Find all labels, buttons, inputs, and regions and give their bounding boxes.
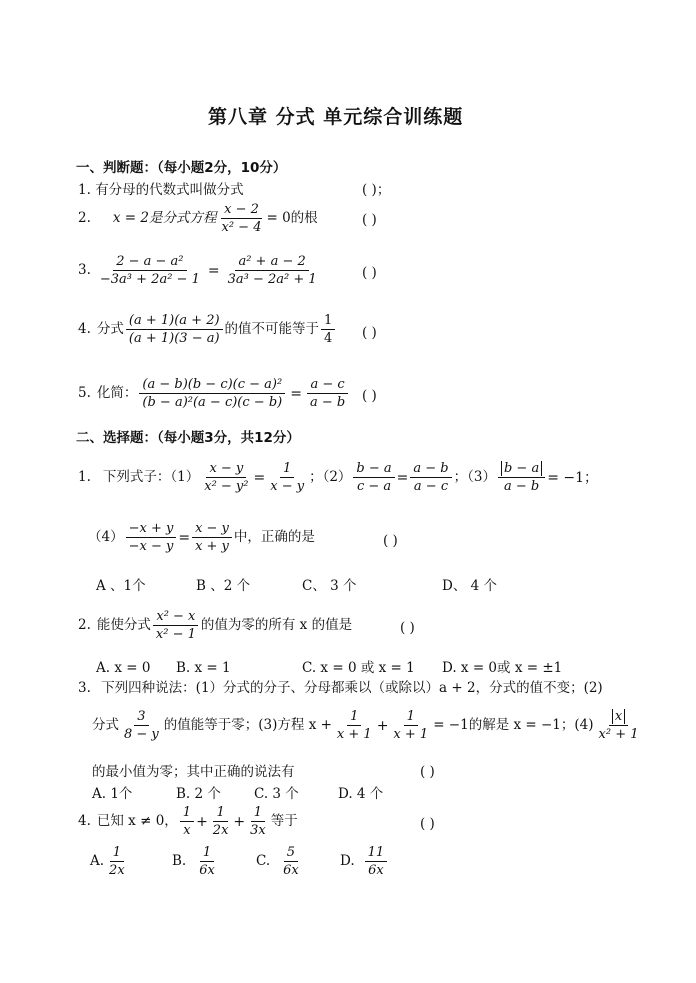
s2-q3-f3 [390, 710, 431, 741]
s1-q5-denominator: (b − a)²(a − c)(c − b) [142, 395, 283, 410]
s2-q4-option-a[interactable] [90, 846, 130, 877]
s2-q4-option-d-numerator: 11 [365, 846, 388, 862]
s1-q2-post: = 0的根 [266, 209, 318, 226]
s2-q3-f1-numerator: 3 [134, 710, 148, 726]
s2-q3-line1 [78, 682, 603, 696]
s2-q1-e3-left [498, 462, 545, 493]
s2-q4-t2 [210, 806, 232, 837]
s1-q4-mid: 的值不可能等于 [224, 320, 320, 337]
s2-q4-t1-denominator: x [183, 823, 191, 838]
s2-q1-line2-post: 中，正确的是 [233, 528, 315, 545]
s2-q1-pre: 下列式子：（1） [102, 468, 200, 485]
section1-heading: 一、判断题：（每小题2分，10分） [76, 160, 287, 176]
s2-q3-f4 [596, 710, 642, 741]
s2-q4-option-b-label: B. [172, 852, 187, 869]
s2-q1-e2-left-numerator: b − a [353, 462, 394, 478]
s2-q1-e2-left [353, 462, 394, 493]
s2-q2-numerator: x² − x [153, 610, 198, 626]
s2-q3-f4-numerator [609, 710, 628, 726]
s2-q3-num: 3. [78, 680, 91, 696]
s2-q4 [78, 806, 298, 837]
s1-q5-result-denominator: a − b [309, 395, 346, 410]
s1-q3-right-denominator: 3a³ − 2a² + 1 [227, 272, 317, 287]
s1-q3-left-numerator: 2 − a − a² [113, 255, 186, 271]
s2-q1-sep3: ；（3） [453, 468, 496, 485]
s2-q4-option-b-fraction [196, 846, 218, 877]
s2-q1-e4-left-numerator: −x + y [126, 522, 177, 538]
s2-q4-option-d-label: D. [340, 852, 355, 869]
s2-q4-t2-numerator: 1 [213, 806, 227, 822]
s2-q4-option-a-fraction [106, 846, 128, 877]
s2-q2-num: 2. [78, 616, 91, 633]
s2-q2-pre: 能使分式 [96, 616, 151, 633]
s2-q3-l2-mid: 的值能等于零；(3)方程 x + [163, 716, 332, 733]
s1-q4-numerator: (a + 1)(a + 2) [126, 314, 223, 330]
s2-q2-option-a[interactable]: A. x = 0 [96, 660, 151, 676]
s2-q1-e4-left-denominator: −x − y [128, 539, 174, 554]
s2-q1-option-b[interactable]: B 、2 个 [196, 578, 251, 594]
s1-q3-left-denominator: −3a³ + 2a² − 1 [99, 272, 200, 287]
s2-q3-line3: 的最小值为零；其中正确的说法有 [92, 764, 295, 780]
s2-q2-option-d[interactable]: D. x = 0或 x = ±1 [442, 660, 563, 676]
s1-q3-equals: = [207, 262, 220, 279]
s2-q1-e1-right [267, 462, 307, 493]
s1-q4-num: 4. [78, 320, 91, 337]
s2-q1-e4-equals: = [178, 529, 191, 546]
s1-q2-num: 2. [78, 209, 91, 226]
s2-q2-fraction [153, 610, 199, 641]
s1-q1-num: 1. [78, 182, 91, 198]
s1-q5-result-numerator: a − c [307, 378, 347, 394]
s2-q1-e4-right-numerator: x − y [192, 522, 232, 538]
s2-q4-option-c-label: C. [256, 852, 271, 869]
s1-q5-numerator: (a − b)(b − c)(c − a)² [139, 378, 285, 394]
s1-q4-value-denominator: 4 [324, 331, 333, 346]
s2-q4-t3-numerator: 1 [251, 806, 265, 822]
s1-q5-num: 5. [78, 384, 91, 401]
s2-q4-option-c[interactable] [256, 846, 304, 877]
s1-q3 [78, 255, 322, 286]
s2-q4-option-a-numerator: 1 [110, 846, 124, 862]
s2-q1-e3-numerator [498, 462, 545, 478]
s2-q4-num: 4. [78, 812, 91, 829]
s1-q4 [78, 314, 337, 345]
s2-q2-option-b[interactable]: B. x = 1 [176, 660, 231, 676]
s1-q2-fraction [219, 203, 265, 234]
s2-q3-option-c[interactable]: C. 3 个 [254, 786, 299, 802]
s2-q3-f4-abs: x [612, 709, 625, 724]
s2-q1-e3-denominator: a − b [503, 479, 540, 494]
s2-q2-post: 的值为零的所有 x 的值是 [200, 616, 353, 633]
s2-q1-e2-equals: = [396, 469, 409, 486]
s2-q2 [78, 610, 352, 641]
s2-q1-e1-left-denominator: x² − y² [204, 479, 249, 494]
s2-q3-f3-numerator: 1 [404, 710, 418, 726]
s2-q4-pre: 已知 x ≠ 0， [96, 812, 178, 829]
s2-q3-plus: + [376, 717, 389, 734]
s2-q2-option-c[interactable]: C. x = 0 或 x = 1 [302, 660, 415, 676]
s1-q2-answer-paren[interactable]: ( ) [362, 212, 377, 228]
s2-q3-answer-paren[interactable]: ( ) [420, 764, 435, 780]
s2-q4-plus2: + [233, 813, 246, 830]
s2-q1-e1-right-numerator: 1 [280, 462, 294, 478]
s2-q1-e2-left-denominator: c − a [356, 479, 392, 494]
s2-q4-option-a-label: A. [90, 852, 105, 869]
s2-q4-option-d[interactable] [340, 846, 389, 877]
s2-q4-option-d-denominator: 6x [368, 863, 384, 878]
s1-q4-pre: 分式 [96, 320, 124, 337]
s2-q3-f1-denominator: 8 − y [124, 727, 159, 742]
s1-q3-left-fraction [97, 255, 203, 286]
s2-q4-answer-paren[interactable]: ( ) [420, 816, 435, 832]
s2-q1-num: 1. [78, 468, 91, 485]
s2-q1-e2-right [410, 462, 451, 493]
s2-q4-option-a-denominator: 2x [109, 863, 125, 878]
s2-q1-e4-right-denominator: x + y [195, 539, 229, 554]
s1-q2 [78, 203, 318, 234]
s2-q3-line1-text: 下列四种说法：(1）分式的分子、分母都乘以（或除以）a + 2，分式的值不变；(2) [101, 680, 603, 696]
s1-q5-answer-paren[interactable]: ( ) [362, 388, 377, 404]
s1-q2-denominator: x² − 4 [221, 220, 262, 235]
s1-q5-equals: = [290, 385, 302, 402]
s2-q4-option-c-denominator: 6x [283, 863, 299, 878]
s2-q4-plus1: + [196, 813, 208, 830]
s1-q3-right-numerator: a² + a − 2 [235, 255, 308, 271]
s2-q1-e1-left-numerator: x − y [206, 462, 246, 478]
s2-q2-answer-paren[interactable]: ( ) [400, 620, 415, 636]
s1-q4-denominator: (a + 1)(3 − a) [128, 331, 220, 346]
s1-q5 [78, 378, 350, 409]
s2-q4-t1 [180, 806, 194, 837]
s2-q4-t2-denominator: 2x [212, 823, 229, 838]
s1-q1-answer-paren[interactable]: ( )； [362, 182, 391, 198]
s2-q2-denominator: x² − 1 [155, 627, 196, 642]
s2-q3-f2-denominator: x + 1 [336, 727, 372, 742]
s2-q1-option-d[interactable]: D、 4 个 [442, 578, 497, 594]
s1-q4-answer-paren[interactable]: ( ) [362, 325, 377, 341]
s1-q4-value-fraction [321, 314, 335, 345]
s2-q4-option-b-numerator: 1 [200, 846, 214, 862]
s2-q1-e4-left [126, 522, 177, 553]
s2-q3-f1 [121, 710, 162, 741]
s2-q4-option-c-numerator: 5 [284, 846, 298, 862]
s2-q1-sep2: ；（2） [309, 468, 352, 485]
s2-q1-e2-right-denominator: a − c [413, 479, 449, 494]
s1-q3-right-fraction [225, 255, 320, 286]
s2-q4-option-c-fraction [280, 846, 302, 877]
s2-q1-line2 [88, 522, 315, 553]
s2-q3-f2 [334, 710, 375, 741]
s2-q4-option-b[interactable] [172, 846, 220, 877]
s2-q3-f2-numerator: 1 [347, 710, 361, 726]
s2-q4-t3 [247, 806, 269, 837]
s1-q5-fraction [139, 378, 285, 409]
s2-q3-f3-denominator: x + 1 [393, 727, 429, 742]
s1-q1 [78, 184, 244, 198]
s2-q4-t3-denominator: 3x [250, 823, 266, 838]
s2-q1-line2-pre: （4） [88, 528, 124, 545]
s2-q1-e1-right-denominator: x − y [270, 479, 305, 494]
s2-q1-e1-equals: = [253, 469, 266, 486]
s2-q3-option-d[interactable]: D. 4 个 [338, 786, 384, 802]
s2-q4-option-b-denominator: 6x [199, 863, 215, 878]
s2-q4-option-d-fraction [365, 846, 388, 877]
s2-q1-answer-paren[interactable]: ( ) [383, 533, 398, 549]
s1-q4-value-numerator: 1 [321, 314, 335, 330]
s2-q1-e1-left [201, 462, 251, 493]
s1-q5-pre: 化简： [96, 384, 138, 401]
s2-q3-f4-denominator: x² + 1 [598, 727, 639, 742]
s1-q3-num: 3. [78, 261, 91, 278]
s2-q3-option-a[interactable]: A. 1个 [92, 786, 133, 802]
s2-q4-post: 等于 [270, 812, 298, 829]
s2-q1-option-a[interactable]: A 、1个 [96, 578, 146, 594]
s2-q1-e4-right [192, 522, 232, 553]
s2-q1-e3-result: = −1； [547, 469, 599, 486]
s2-q1-line1 [78, 462, 598, 493]
s2-q1-option-c[interactable]: C、 3 个 [302, 578, 357, 594]
s1-q3-answer-paren[interactable]: ( ) [362, 265, 377, 281]
s1-q2-numerator: x − 2 [221, 203, 262, 219]
s2-q3-l2-mid2: = −1的解是 x = −1；(4) [433, 716, 594, 733]
s2-q4-t1-numerator: 1 [180, 806, 194, 822]
s2-q3-option-b[interactable]: B. 2 个 [176, 786, 221, 802]
page-title: 第八章 分式 单元综合训练题 [208, 106, 464, 128]
section2-heading: 二、选择题：（每小题3分，共12分） [76, 430, 300, 446]
s2-q1-e2-right-numerator: a − b [410, 462, 451, 478]
s2-q3-l2-pre: 分式 [92, 716, 119, 733]
s1-q1-text: 有分母的代数式叫做分式 [95, 182, 244, 198]
s1-q4-fraction [126, 314, 223, 345]
s2-q1-e3-abs: b − a [501, 461, 542, 476]
s2-q3-line2 [92, 710, 644, 741]
s1-q5-result-fraction [307, 378, 348, 409]
s1-q2-pre: x = 2是分式方程 [112, 209, 217, 226]
